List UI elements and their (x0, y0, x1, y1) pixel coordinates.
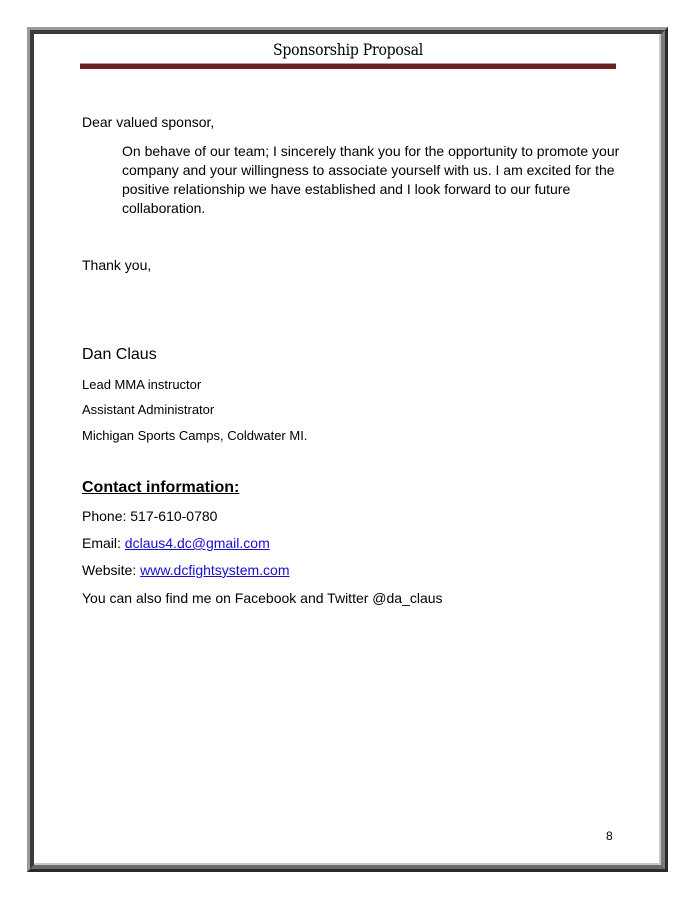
contact-social: You can also find me on Facebook and Twitter @da_claus (82, 590, 443, 606)
page-header-title: Sponsorship Proposal (273, 40, 423, 59)
phone-label: Phone: (82, 508, 131, 524)
signature-title-2: Assistant Administrator (82, 402, 215, 417)
letter-closing: Thank you, (82, 257, 152, 273)
website-label: Website: (82, 562, 141, 578)
contact-phone (82, 507, 217, 526)
signature-name: Dan Claus (82, 346, 157, 363)
letter-greeting: Dear valued sponsor, (82, 114, 215, 130)
email-label: Email: (82, 535, 125, 551)
website-link[interactable]: www.dcfightsystem.com (140, 562, 290, 578)
email-link[interactable]: dclaus4.dc@gmail.com (124, 535, 270, 551)
contact-heading: Contact information: (82, 479, 240, 496)
contact-website (82, 561, 289, 580)
signature-title-1: Lead MMA instructor (82, 377, 202, 392)
phone-value: 517-610-0780 (130, 508, 218, 524)
page-number: 8 (606, 829, 613, 843)
letter-body: On behave of our team; I sincerely thank you for the opportunity to promote your company and your willingness to associate yourself with us. I am excited for the positive relationship we have established and I look forward to our future collaboration. (122, 143, 620, 216)
header-rule (80, 63, 616, 69)
contact-email (82, 534, 270, 553)
signature-organization: Michigan Sports Camps, Coldwater MI. (82, 428, 308, 443)
